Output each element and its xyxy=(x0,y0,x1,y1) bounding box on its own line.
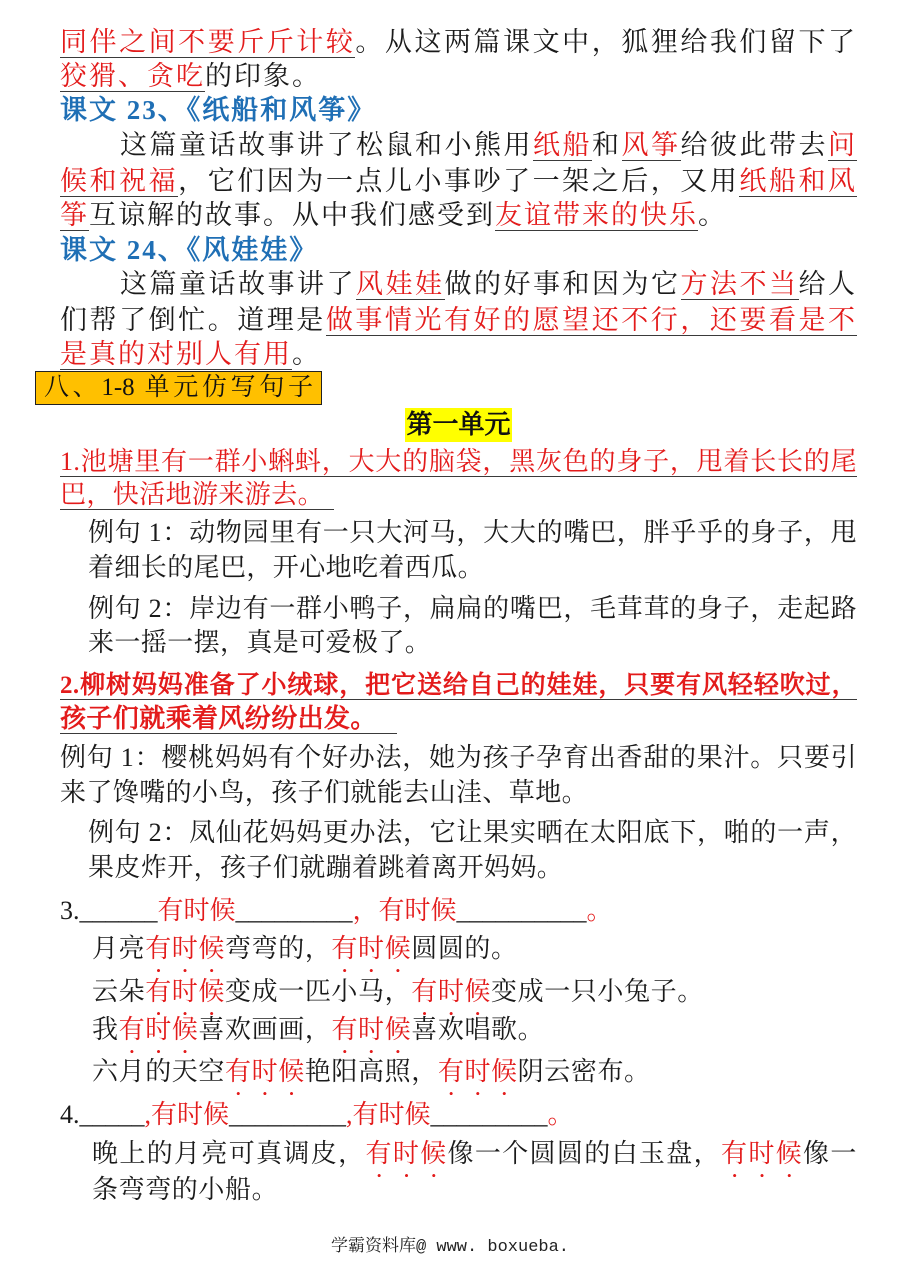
key-phrase: 纸船和风 xyxy=(739,166,858,196)
exercise-1-example-1-line-1: 例句 1：动物园里有一只大河马，大大的嘴巴，胖乎乎的身子，甩 xyxy=(88,518,857,547)
previous-lesson-line-2 xyxy=(60,59,321,93)
pattern-punctuation: 。 xyxy=(586,896,613,925)
body-text: 阴云密布。 xyxy=(517,1057,651,1086)
body-text: 我 xyxy=(92,1015,119,1044)
body-text: 这篇童话故事讲了松鼠和小熊用 xyxy=(120,130,533,160)
body-text: 艳阳高照， xyxy=(304,1057,438,1086)
exercise-3-example-1 xyxy=(92,932,518,966)
body-text: ，它们因为一点儿小事吵了一架之后，又用 xyxy=(178,166,740,196)
exercise-1-prompt-line-2 xyxy=(60,478,334,512)
fill-blank: __________ xyxy=(456,896,587,925)
pattern-word: 有时候 xyxy=(437,1057,518,1086)
body-text: 喜欢画画， xyxy=(198,1015,332,1044)
body-text: 云朵 xyxy=(92,977,146,1006)
exercise-1-example-2-line-1: 例句 2：岸边有一群小鸭子，扁扁的嘴巴，毛茸茸的身子，走起路 xyxy=(88,594,857,623)
key-phrase: 候和祝福 xyxy=(60,166,179,196)
exercise-2-example-2-line-1: 例句 2：凤仙花妈妈更办法，它让果实晒在太阳底下，啪的一声， xyxy=(88,818,857,847)
body-text: 弯弯的， xyxy=(225,934,332,963)
lesson-24-heading: 课文 24、《风娃娃》 xyxy=(60,235,319,265)
body-text: 。 xyxy=(698,200,727,230)
prompt-sentence: 孩子们就乘着风纷纷出发。 xyxy=(60,704,397,734)
exercise-3-example-2 xyxy=(92,975,704,1009)
body-text: 像一个圆圆的白玉盘， xyxy=(447,1139,721,1168)
key-phrase: 风筝 xyxy=(621,130,681,160)
lesson-23-heading: 课文 23、《纸船和风筝》 xyxy=(60,95,377,125)
pattern-punctuation: 。 xyxy=(547,1100,574,1129)
fill-blank: ______ xyxy=(79,896,158,925)
body-text: 喜欢唱歌。 xyxy=(411,1015,545,1044)
exercise-1-prompt-line-1 xyxy=(60,445,857,479)
body-text: 六月的天空 xyxy=(92,1057,226,1086)
body-text: 的印象。 xyxy=(205,61,321,91)
pattern-word: 有时候 xyxy=(225,1057,305,1086)
footer-watermark: 学霸资料库@ www. boxueba. xyxy=(330,1238,570,1257)
pattern-word: 有时候 xyxy=(331,934,412,963)
pattern-word: 有时候 xyxy=(365,1139,448,1168)
body-text: 。 xyxy=(292,339,321,369)
pattern-word: 有时候 xyxy=(157,896,236,925)
key-phrase: 问 xyxy=(828,130,857,160)
fill-blank: _________ xyxy=(235,896,353,925)
pattern-word: ,有时候 xyxy=(144,1100,230,1129)
prompt-sentence: 2.柳树妈妈准备了小绒球，把它送给自己的娃娃，只要有风轻轻吹过， xyxy=(60,672,857,699)
body-text: 晚上的月亮可真调皮， xyxy=(92,1139,366,1168)
exercise-1-example-1-line-2: 着细长的尾巴，开心地吃着西瓜。 xyxy=(88,553,485,582)
exercise-4-example-line-1 xyxy=(92,1137,857,1171)
body-text: 变成一匹小马， xyxy=(225,977,412,1006)
body-text: 做的好事和因为它 xyxy=(444,269,681,299)
pattern-word: ，有时候 xyxy=(352,896,457,925)
fill-blank: _________ xyxy=(430,1100,548,1129)
body-text: 变成一只小兔子。 xyxy=(491,977,704,1006)
pattern-word: ,有时候 xyxy=(346,1100,431,1129)
fill-blank: _____ xyxy=(79,1100,145,1129)
item-number: 3. xyxy=(60,896,80,925)
key-phrase: 方法不当 xyxy=(680,269,799,299)
exercise-3-example-4 xyxy=(92,1055,651,1089)
exercise-4-example-line-2: 条弯弯的小船。 xyxy=(92,1175,279,1204)
exercise-2-prompt-line-1 xyxy=(60,669,857,703)
body-text: 给人 xyxy=(798,269,857,299)
exercise-4-prompt xyxy=(60,1098,574,1132)
lesson-24-summary-line-2 xyxy=(60,303,857,337)
pattern-word: 有时候 xyxy=(145,977,226,1006)
exercise-3-example-3 xyxy=(92,1013,544,1047)
prompt-sentence: 1.池塘里有一群小蝌蚪，大大的脑袋，黑灰色的身子，甩着长长的尾 xyxy=(60,447,857,476)
body-text: 这篇童话故事讲了 xyxy=(120,269,356,299)
pattern-word: 有时候 xyxy=(118,1015,199,1044)
key-phrase: 友谊带来的快乐 xyxy=(495,200,698,230)
previous-lesson-line-1 xyxy=(60,25,857,59)
body-text: 给彼此带去 xyxy=(680,130,828,160)
body-text: 。从这两篇课文中，狐狸给我们留下了 xyxy=(355,27,858,57)
pattern-word: 有时候 xyxy=(145,934,226,963)
section-title-box: 八、1-8 单元仿写句子 xyxy=(35,371,322,405)
lesson-24-summary-line-1 xyxy=(120,267,857,301)
key-phrase: 同伴之间不要斤斤计较 xyxy=(60,27,356,57)
key-phrase: 狡猾、贪吃 xyxy=(60,61,205,91)
exercise-2-example-2-line-2: 果皮炸开，孩子们就蹦着跳着离开妈妈。 xyxy=(88,853,564,882)
key-phrase: 是真的对别人有用 xyxy=(60,339,292,369)
exercise-3-prompt xyxy=(60,894,613,928)
exercise-1-example-2-line-2: 来一摇一摆，真是可爱极了。 xyxy=(88,628,432,657)
lesson-23-summary-line-3 xyxy=(60,198,727,232)
body-text: 互谅解的故事。从中我们感受到 xyxy=(89,200,495,230)
pattern-word: 有时候 xyxy=(411,977,492,1006)
body-text: 像一 xyxy=(803,1139,857,1168)
key-phrase: 纸船 xyxy=(533,130,592,160)
pattern-word: 有时候 xyxy=(331,1015,412,1044)
body-text: 圆圆的。 xyxy=(411,934,518,963)
body-text: 和 xyxy=(592,130,622,160)
body-text: 们帮了倒忙。道理是 xyxy=(60,305,326,335)
exercise-2-example-1-line-1: 例句 1：樱桃妈妈有个好办法，她为孩子孕育出香甜的果汁。只要引 xyxy=(60,743,857,772)
pattern-word: 有时候 xyxy=(720,1139,804,1168)
lesson-23-summary-line-2 xyxy=(60,164,857,198)
unit-title: 第一单元 xyxy=(405,408,512,442)
exercise-2-example-1-line-2: 来了馋嘴的小鸟，孩子们就能去山洼、草地。 xyxy=(60,778,589,807)
lesson-23-summary-line-1 xyxy=(120,128,857,162)
fill-blank: _________ xyxy=(229,1100,347,1129)
key-phrase: 风娃娃 xyxy=(356,269,445,299)
key-phrase: 筝 xyxy=(60,200,89,230)
key-phrase: 做事情光有好的愿望还不行，还要看是不 xyxy=(325,305,858,335)
lesson-24-summary-line-3 xyxy=(60,337,321,371)
prompt-sentence: 巴，快活地游来游去。 xyxy=(60,480,334,510)
body-text: 月亮 xyxy=(92,934,146,963)
exercise-2-prompt-line-2 xyxy=(60,702,397,736)
item-number: 4. xyxy=(60,1100,80,1129)
